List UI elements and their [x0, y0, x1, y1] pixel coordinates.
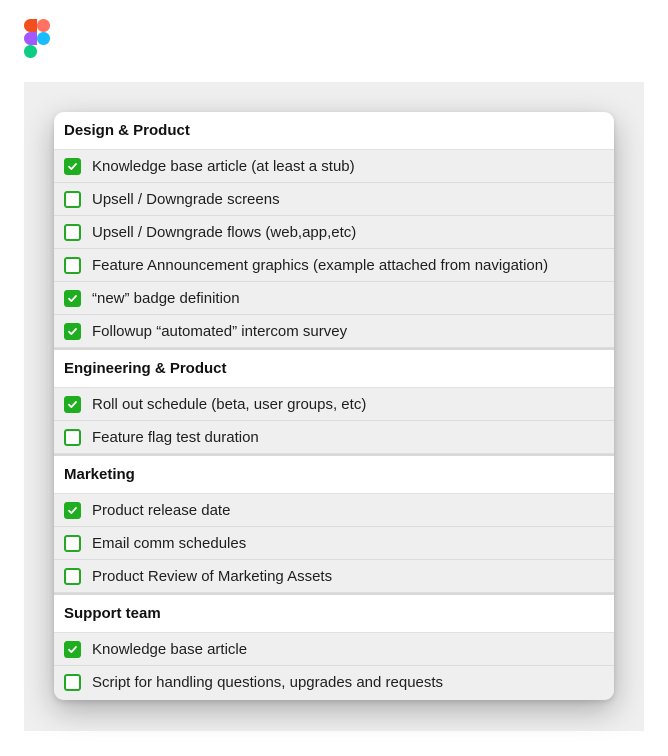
checklist-item-label: Feature flag test duration [92, 428, 259, 446]
checkbox-checked-icon[interactable] [64, 396, 81, 413]
section-title: Engineering & Product [54, 348, 614, 388]
checkbox-checked-icon[interactable] [64, 290, 81, 307]
checklist-card [54, 112, 614, 700]
checklist-item[interactable] [54, 150, 614, 183]
checklist-item-label: Email comm schedules [92, 534, 247, 552]
figma-logo-icon [24, 19, 50, 59]
checklist-section [54, 112, 614, 348]
checklist-item-label: Knowledge base article (at least a stub) [92, 157, 355, 175]
checkbox-checked-icon[interactable] [64, 502, 81, 519]
checklist-item-label: Script for handling questions, upgrades and requests [92, 674, 444, 691]
checklist-section [54, 593, 614, 699]
checklist-item[interactable] [54, 183, 614, 216]
checkbox-unchecked-icon[interactable] [64, 191, 81, 208]
section-title: Support team [54, 593, 614, 633]
checklist-section [54, 348, 614, 454]
checklist-item-label: Product Review of Marketing Assets [92, 567, 333, 585]
checkbox-checked-icon[interactable] [64, 641, 81, 658]
checklist-item[interactable] [54, 216, 614, 249]
checkbox-unchecked-icon[interactable] [64, 224, 81, 241]
checklist-item[interactable] [54, 388, 614, 421]
checklist-item[interactable] [54, 494, 614, 527]
checklist-item[interactable] [54, 666, 614, 699]
checklist-item-label: Roll out schedule (beta, user groups, etc) [92, 395, 367, 413]
checkbox-checked-icon[interactable] [64, 323, 81, 340]
checklist-item-label: Upsell / Downgrade flows (web,app,etc) [92, 223, 357, 241]
checklist-item[interactable] [54, 527, 614, 560]
checklist-item[interactable] [54, 633, 614, 666]
checklist-item[interactable] [54, 315, 614, 348]
checklist-item-label: Product release date [92, 501, 231, 519]
checklist-item-label: Upsell / Downgrade screens [92, 190, 280, 208]
checkbox-unchecked-icon[interactable] [64, 257, 81, 274]
checkbox-unchecked-icon[interactable] [64, 674, 81, 691]
checkbox-unchecked-icon[interactable] [64, 568, 81, 585]
section-title: Marketing [54, 454, 614, 494]
checklist-item[interactable] [54, 560, 614, 593]
checklist-section [54, 454, 614, 593]
checklist-item-label: Feature Announcement graphics (example attached from navigation) [92, 256, 549, 274]
checklist-item[interactable] [54, 249, 614, 282]
checklist-item-label: Followup “automated” intercom survey [92, 322, 348, 340]
checkbox-unchecked-icon[interactable] [64, 535, 81, 552]
checklist-item[interactable] [54, 421, 614, 454]
checkbox-checked-icon[interactable] [64, 158, 81, 175]
checkbox-unchecked-icon[interactable] [64, 429, 81, 446]
section-title: Design & Product [54, 112, 614, 150]
checklist-item-label: “new” badge definition [92, 289, 240, 307]
checklist-item[interactable] [54, 282, 614, 315]
checklist-item-label: Knowledge base article [92, 640, 248, 658]
